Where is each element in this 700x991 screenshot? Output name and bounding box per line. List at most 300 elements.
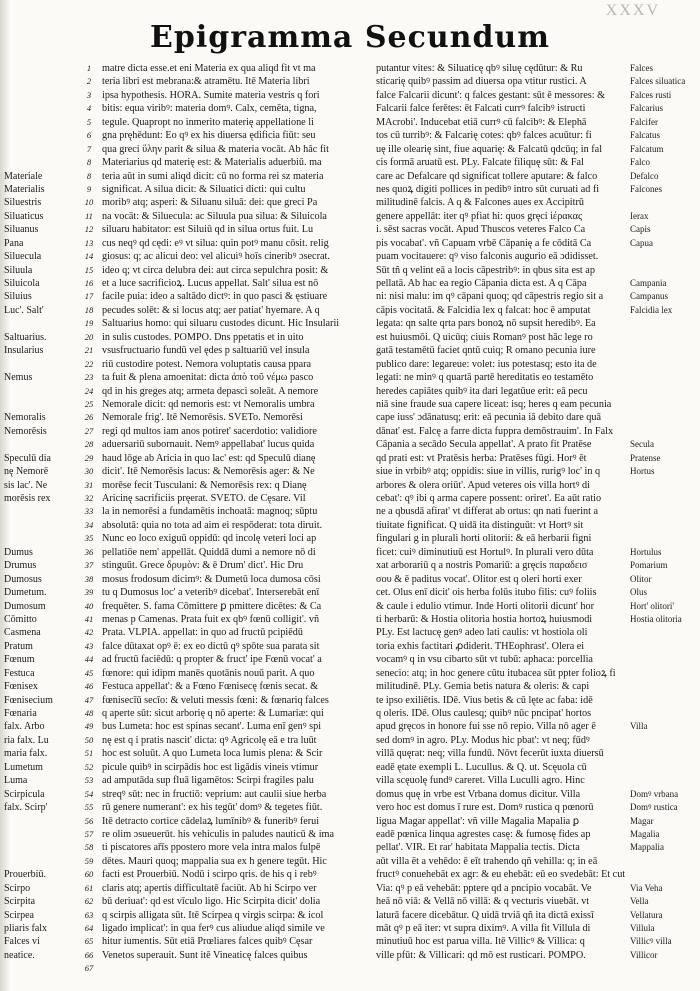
text-line: [4, 559, 368, 572]
margin-note: [628, 479, 696, 492]
line-number: [356, 317, 376, 330]
text-line: [356, 479, 696, 492]
line-text: sticarię quibꝰ passim ad diuersa opa vtitur rustici. A: [376, 76, 587, 88]
margin-note: [628, 532, 696, 545]
text-line: [4, 331, 368, 344]
text-line: [4, 828, 368, 841]
margin-note: Casmena: [4, 627, 41, 639]
text-line: [356, 304, 696, 317]
line-number: [356, 479, 376, 492]
margin-note: Capua: [630, 237, 653, 248]
line-number: 16: [84, 278, 94, 288]
margin-note: Luc'. Salt': [4, 304, 44, 316]
margin-note: [628, 747, 696, 760]
line-text: ad amputāda sup fluā ligamētos: Scirpi fragiles palu: [102, 775, 314, 787]
line-text: publico dare: legareue: volet: ius potestasq; esto ita de: [376, 358, 597, 370]
line-number: [356, 505, 376, 518]
line-number: 17: [84, 291, 94, 302]
text-line: [356, 694, 696, 707]
margin-note: Scirpea: [4, 909, 34, 921]
text-line: [4, 277, 368, 290]
line-text: heā nō viā: & Vellā nō villā: & q vecturis viuebāt. vt: [376, 896, 590, 908]
line-text: Via: qꝰ p eā vehebāt: pptere qd a pncipio vocabāt. Ve: [376, 882, 592, 894]
margin-note: [4, 519, 76, 532]
line-number: [356, 546, 376, 559]
text-line: [356, 89, 696, 102]
margin-note: Falcones: [630, 183, 662, 194]
text-line: [356, 600, 696, 613]
margin-note: Vella: [630, 896, 649, 907]
line-number: 35: [84, 533, 94, 544]
line-number: 56: [84, 815, 94, 826]
line-text: minutiuū hoc est parua villa. Itē Villicꝰ & Villica: q: [376, 936, 585, 948]
margin-note: [4, 962, 76, 975]
margin-note: [628, 250, 696, 263]
text-line: [4, 694, 368, 707]
line-text: PLy. Est lactucę genꝰ adeo lati caulis: vt hostiola oli: [376, 627, 588, 639]
line-number: 50: [84, 734, 94, 745]
line-number: 47: [84, 694, 94, 705]
text-line: [4, 707, 368, 720]
margin-note: [628, 626, 696, 639]
line-number: 61: [84, 882, 94, 893]
line-number: 29: [84, 452, 94, 463]
line-number: [356, 183, 376, 196]
line-number: [356, 774, 376, 787]
line-number: [356, 653, 376, 666]
line-text: mosus frodosum dicimꝰ: & Dumetū loca dumosa cōsi: [102, 573, 321, 585]
line-text: gna pręhēdunt: Eo qꝰ ex his diuersa ędificia fiūt: seu: [102, 130, 316, 142]
line-number: [356, 210, 376, 223]
line-number: [356, 815, 376, 828]
line-number: 20: [84, 331, 94, 342]
margin-note: Dumus: [4, 546, 33, 558]
text-line: [4, 935, 368, 948]
text-line: [356, 546, 696, 559]
line-number: 2: [86, 76, 92, 87]
margin-note: Siluecula: [4, 251, 42, 263]
line-text: regi qd multos iam anos potiret' sacerdotio: validiore: [102, 425, 317, 437]
margin-note: Ierax: [630, 210, 649, 221]
text-line: [4, 626, 368, 639]
line-text: rū genere numerant': ex his tegūt' domꝰ & tegetes fiūt.: [102, 802, 323, 814]
text-line: [356, 720, 696, 733]
margin-note: [4, 102, 76, 115]
line-number: [356, 841, 376, 854]
margin-note: Falces rusti: [630, 89, 672, 100]
margin-note: Falco: [630, 157, 650, 168]
line-text: toria exhis factitari ꝓdiderit. THEophrast'. Olera ei: [376, 640, 585, 652]
margin-note: Lumetum: [4, 761, 43, 773]
text-line: [4, 640, 368, 653]
line-text: māt qꝰ p eā iter: vt supra diximꝰ. A villa fit Villula di: [376, 923, 591, 934]
line-number: 44: [84, 654, 94, 665]
line-number: 22: [84, 358, 94, 369]
line-number: 46: [84, 681, 94, 692]
line-text: Cāpania a secādo Secula appellat'. A prato fit Pratēse: [376, 439, 592, 451]
line-number: 18: [84, 304, 94, 315]
text-line: [356, 492, 696, 505]
line-number: [356, 600, 376, 613]
line-text: tiuitate fignificat. Q uidā ita distinguūt: vt Hortꝰ sit: [376, 519, 584, 531]
text-line: [356, 425, 696, 438]
text-line: [356, 586, 696, 599]
text-line: [356, 868, 696, 881]
text-line: [356, 935, 696, 948]
margin-note: [628, 694, 696, 707]
margin-note: [628, 385, 696, 398]
text-line: [356, 707, 696, 720]
text-line: [356, 223, 696, 236]
text-line: [356, 170, 696, 183]
line-number: 39: [84, 587, 94, 598]
line-number: [356, 116, 376, 129]
line-number: [356, 385, 376, 398]
line-number: 27: [84, 425, 94, 436]
line-text: pellat'. VIR. Et rar' habitata Mappalia tectis. Dicta: [376, 842, 580, 854]
line-text: Nemorale dicit: qd nemoris est: vt Nemoralis umbra: [102, 398, 315, 410]
text-line: [4, 89, 368, 102]
text-line: [4, 962, 368, 975]
margin-note: sis lac'. Ne: [4, 479, 48, 491]
line-number: [356, 694, 376, 707]
text-line: [356, 411, 696, 424]
text-line: [4, 223, 368, 236]
text-line: [4, 290, 368, 303]
text-line: [4, 411, 368, 424]
line-text: villā quęrat: neq; villa fundū. Nōvt fecerūt iuxta diuersū: [376, 748, 604, 760]
line-number: 11: [85, 210, 93, 221]
line-number: 24: [84, 385, 94, 396]
line-number: 38: [84, 573, 94, 584]
line-text: qd prati est: vt Pratēsis herba: Pratēses fūgi. Horꝰ ēt: [376, 452, 587, 464]
text-line: [4, 761, 368, 774]
text-line: [4, 452, 368, 465]
line-number: [356, 492, 376, 505]
text-line: [356, 385, 696, 398]
line-number: 57: [84, 828, 94, 839]
line-text: legati: ne minꝰ q quartā partē hereditatis eo testamēto: [376, 372, 594, 384]
text-line: [356, 196, 696, 209]
text-line: [4, 680, 368, 693]
line-number: 40: [84, 600, 94, 611]
line-text: pellatiōe nem' appellāt. Quiddā dumi a nemore nō di: [102, 546, 316, 558]
line-text: tos cū turribꝰ: & Falcarię cotes: qbꝰ falces acuūtur: fi: [376, 130, 592, 142]
line-number: [356, 747, 376, 760]
line-text: nes quoꝝ digiti pollices in pedibꝰ intro sūt curuati ad fi: [376, 183, 600, 195]
margin-note: [628, 868, 696, 881]
line-number: 41: [84, 613, 94, 624]
text-line: [4, 75, 368, 88]
margin-note: [4, 129, 76, 142]
text-line: [356, 452, 696, 465]
line-text: cāpis vocitatā. & Falcidia lex q falcat: hoc ē amputat: [376, 304, 591, 316]
line-text: siue in vrbibꝰ atq; oppidis: siue in villis, rurigꝰ loc' in q: [376, 466, 601, 478]
line-number: 52: [84, 761, 94, 772]
line-text: pis vocabat'. vñ Capuam vrbē Cāpanię a fe cōditā Ca: [376, 237, 592, 249]
text-line: [4, 868, 368, 881]
line-number: [356, 586, 376, 599]
margin-note: Scirpo: [4, 882, 31, 894]
margin-note: [628, 640, 696, 653]
text-line: [4, 358, 368, 371]
text-line: [356, 815, 696, 828]
line-text: sed domꝰ in agro. PLy. Modus hic pbat': vt neq; fūdꝰ: [376, 734, 590, 746]
margin-note: [628, 505, 696, 518]
margin-note: Domꝰ vrbana: [630, 788, 679, 799]
line-text: et a luce sacrificioꝝ. Lucus appellat. Salt' silua est nō: [102, 278, 319, 289]
margin-note: Secula: [630, 439, 654, 450]
line-text: moribꝰ atq; asperi: & Siluanu siluā: dei: que greci Pa: [102, 197, 318, 209]
margin-note: Falcidia lex: [630, 304, 673, 315]
line-number: [356, 277, 376, 290]
margin-note: [4, 438, 76, 451]
line-text: genere appellāt: iter qꝰ pfiat hi: quos gręci ἱέρακας: [376, 210, 583, 222]
text-line: [4, 505, 368, 518]
margin-note: [628, 761, 696, 774]
line-number: 31: [84, 479, 94, 490]
line-text: falce Falcarii dicunt': q falces gestant: sūt ē messores: &: [376, 89, 605, 101]
line-number: 62: [84, 896, 94, 907]
line-number: 8: [86, 170, 92, 181]
text-line: [4, 479, 368, 492]
line-number: 65: [84, 936, 94, 947]
margin-note: [4, 156, 76, 169]
line-number: 53: [84, 775, 94, 786]
margin-note: Dumosus: [4, 573, 42, 585]
line-text: Sūt tñ q velint eā a locis cāpestribꝰ: in qbus sita est ap: [376, 264, 595, 276]
line-text: significat. A silua dicit: & Siluatici dicti: qui cultu: [102, 183, 306, 195]
text-line: [356, 317, 696, 330]
text-line: [356, 398, 696, 411]
text-line: [4, 586, 368, 599]
margin-note: Falces siluatica: [630, 76, 686, 87]
line-number: [356, 331, 376, 344]
margin-note: Pratense: [630, 452, 661, 463]
margin-note: falx. Scirp': [4, 802, 48, 814]
line-number: 37: [84, 560, 94, 571]
line-number: [356, 304, 376, 317]
line-number: [356, 438, 376, 451]
margin-note: [628, 196, 696, 209]
margin-note: [628, 317, 696, 330]
line-text: streqꝰ sūt: nec in fructiō: veprium: aut caulii siue herba: [102, 788, 327, 800]
line-text: apud gręcos in honore fui sse nō repio. Villa nō ager ē: [376, 721, 596, 733]
line-number: [356, 250, 376, 263]
line-text: morēse fecit Tusculani: & Nemorēsis rex: q Dianę: [102, 479, 307, 491]
line-number: 42: [84, 627, 94, 638]
margin-note: Siluicola: [4, 278, 40, 289]
line-number: 10: [84, 197, 94, 208]
line-number: [356, 89, 376, 102]
line-number: [356, 559, 376, 572]
line-number: [356, 828, 376, 841]
text-line: [356, 156, 696, 169]
line-number: 19: [84, 318, 94, 329]
line-text: ville pfūt: & Villicari: qd mō est rusticari. POMPO.: [376, 949, 586, 961]
line-number: [356, 895, 376, 908]
line-number: [356, 667, 376, 680]
text-line: [356, 841, 696, 854]
line-text: hitur iumentis. Sūt etiā Prœliares falces quibꝰ Cęsar: [102, 936, 313, 948]
text-line: [356, 62, 696, 75]
line-text: hoc est soluūt. A quo Lumeta loca lumis plena: & Scir: [102, 748, 323, 760]
line-text: care ac Defalcare qd significat tollere aputare: & falco: [376, 170, 598, 182]
text-line: [4, 425, 368, 438]
line-number: [356, 909, 376, 922]
text-line: [4, 264, 368, 277]
margin-note: [628, 667, 696, 680]
line-text: menas p Camenas. Prata fuit ex qbꝰ fœnū colligit'. vñ: [102, 613, 320, 625]
line-text: pecudes solēt: & si locus atq; aer patiat' hyemare. A q: [102, 304, 320, 316]
bleed-through-text: XXXV: [605, 2, 660, 19]
line-number: 32: [84, 493, 94, 503]
margin-note: Fœnaria: [4, 708, 37, 719]
line-text: la in nemorēsi a fundamētis inchoatā: magnoq; sūptu: [102, 506, 318, 518]
line-text: facile puia: ideo a saltādo dictꝰ: in quo pasci & ęstiuare: [102, 291, 328, 303]
line-text: ne a qbusdā afirat' vt differat ab ortus: qn nati fuerint a: [376, 506, 599, 518]
text-line: [356, 116, 696, 129]
margin-note: [4, 317, 76, 330]
text-line: [4, 720, 368, 733]
line-number: 3: [86, 89, 92, 100]
text-line: [4, 855, 368, 868]
line-number: 6: [86, 130, 92, 141]
line-text: ni: nisi malu: im qꝰ cāpani quoq; qd cāpestris regio sit a: [376, 291, 604, 303]
margin-note: [4, 358, 76, 371]
line-number: 12: [84, 224, 94, 235]
line-text: q oleris. IDē. Olus caulesq; quibꝰ nūc pncipat' hortos: [376, 708, 592, 719]
text-line: [356, 895, 696, 908]
margin-note: Saltuarius.: [4, 331, 47, 343]
line-text: cus neqꝰ qd cędi: eꝰ vt silua: quin potꝰ manu cōsit. relig: [102, 237, 329, 249]
line-text: picule quibꝰ in scirpādis hoc est ligādis vineis vtimur: [102, 761, 319, 773]
line-text: niā sine fraude sua capere liceat: isq; heres q eam pecunia: [376, 398, 612, 410]
text-line: [4, 801, 368, 814]
margin-note: Falcatus: [630, 130, 660, 141]
margin-note: Falces: [630, 63, 653, 73]
line-text: falce dūtaxat opꝰ ē: ex eo dictū qꝰ spōte sua parata sit: [102, 640, 320, 652]
line-number: [356, 855, 376, 868]
line-number: [356, 707, 376, 720]
text-line: [4, 183, 368, 196]
line-text: ti piscatores ařīs ppostero more vela intra malos fulpē: [102, 842, 321, 854]
margin-note: Siluula: [4, 264, 33, 276]
line-number: 25: [84, 398, 94, 409]
line-number: 34: [84, 519, 94, 530]
line-number: 36: [84, 546, 94, 557]
line-number: [356, 613, 376, 626]
margin-note: Hortulus: [630, 546, 662, 557]
text-line: [4, 653, 368, 666]
margin-note: Falcifer: [630, 116, 658, 127]
margin-note: Nemorēsis: [4, 425, 47, 437]
line-text: Falcarii falce ferētes: ēt Falcati currꝰ falcibꝰ istructi: [376, 103, 586, 115]
text-line: [4, 170, 368, 183]
line-number: 15: [84, 264, 94, 275]
line-number: [356, 640, 376, 653]
line-text: Prata. VLPIA. appellat: in quo ad fructū pcipiēdū: [102, 627, 303, 639]
line-text: Festuca appellat': & a Fœno Fœnisecę fœnis secat. &: [102, 681, 319, 693]
line-number: 67: [84, 963, 94, 974]
margin-note: Cōmitto: [4, 613, 37, 625]
line-text: Venetos superauit. Sunt itē Vineaticę falces quibus: [102, 949, 308, 961]
text-line: [356, 519, 696, 532]
line-number: [356, 223, 376, 236]
text-line: [4, 102, 368, 115]
margin-note: [4, 385, 76, 398]
margin-note: ria falx. Lu: [4, 734, 49, 746]
page-title: Epigramma Secundum: [149, 20, 550, 55]
text-line: [356, 667, 696, 680]
line-text: legata: qn salte qrta pars bonoꝝ nō supsit heredibꝰ. Ea: [376, 318, 596, 330]
text-line: [356, 855, 696, 868]
margin-note: Scirpicula: [4, 788, 45, 800]
line-text: re olim ɔsueuerūt. his vehiculis in paludes nauticū & ima: [102, 828, 334, 840]
text-line: [356, 371, 696, 384]
line-number: 66: [84, 949, 94, 960]
line-number: 9: [86, 183, 92, 194]
line-number: [356, 626, 376, 639]
margin-note: pliaris falx: [4, 923, 48, 934]
text-line: [4, 210, 368, 223]
line-text: heredes capiātes quibꝰ ita dari legatūue erit: eā pecu: [376, 385, 588, 397]
margin-note: [628, 653, 696, 666]
line-text: i. sēst sacras vocāt. Apud Thuscos veteres Falco Ca: [376, 224, 586, 236]
text-line: [356, 774, 696, 787]
line-text: σου & ē paditus vocat'. Olitor est q oleri horti exer: [376, 573, 582, 585]
line-text: bū deriuat': qd est vīculo ligo. Hic Scirpita dicit' dolia: [102, 896, 321, 908]
line-number: [356, 170, 376, 183]
text-line: [356, 129, 696, 142]
line-text: ipsa hypothesis. HORA. Sumite materia vestris q fori: [102, 89, 320, 101]
line-number: [356, 425, 376, 438]
text-line: [4, 841, 368, 854]
text-line: [356, 747, 696, 760]
margin-note: [628, 519, 696, 532]
margin-note: maria falx.: [4, 748, 48, 760]
line-text: cis formā aruatū est. PLy. Falcate filiquę sūt: & Fal: [376, 157, 584, 169]
line-text: militudinē falcis. A q & Falcones aues ex Accipitrū: [376, 197, 584, 209]
line-text: haud lōge ab Aricia in quo lac' est: qd Speculū dianę: [102, 452, 316, 464]
margin-note: Hostia olitoria: [630, 613, 682, 624]
line-text: qua greci ὕλην parit & silua & materia vocāt. Ab hāc fit: [102, 143, 329, 155]
line-text: te ipso exiliētis. IDē. Vius betis & cū lęte ac faba: idē: [376, 694, 593, 706]
line-text: ta fuit & plena amoenitat: dicta ἀπὸ τοῦ νέμω pasco: [102, 372, 314, 384]
line-number: [356, 452, 376, 465]
margin-note: Materiale: [4, 170, 43, 182]
line-number: [356, 532, 376, 545]
text-line: [4, 492, 368, 505]
line-number: 60: [84, 869, 94, 880]
line-text: fœnore: qui idipm manēs quotānis nouū parit. A quo: [102, 667, 315, 679]
line-number: 43: [84, 640, 94, 651]
line-text: MAcrobi'. Inducebat etiā currꝰ cū falcibꝰ: & Elephā: [376, 116, 587, 128]
line-text: qd in his greges atq; armeta depasci soleāt. A nemore: [102, 385, 319, 397]
margin-note: [4, 89, 76, 102]
line-text: dētes. Mauri quoq; mappalia sua ex h genere tegūt. Hic: [102, 855, 327, 867]
line-number: 64: [84, 923, 94, 933]
margin-note: [628, 425, 696, 438]
text-line: [356, 761, 696, 774]
line-text: stinguūt. Grece δρυμὸν: & ē Drum' dict'. Hic Dru: [102, 560, 304, 572]
margin-note: Campanus: [630, 291, 668, 302]
line-text: q scirpis alligata sūt. Itē Scirpea q virgis scirpa: & icol: [102, 909, 324, 921]
line-text: Materiarius qd materię est: & Materialis aduerbiū. ma: [102, 157, 322, 169]
line-number: 13: [84, 237, 94, 248]
line-text: dicit'. Itē Nemorēsis lacus: & Nemorēsis ager: & Ne: [102, 466, 315, 478]
margin-note: Via Veha: [630, 882, 663, 893]
